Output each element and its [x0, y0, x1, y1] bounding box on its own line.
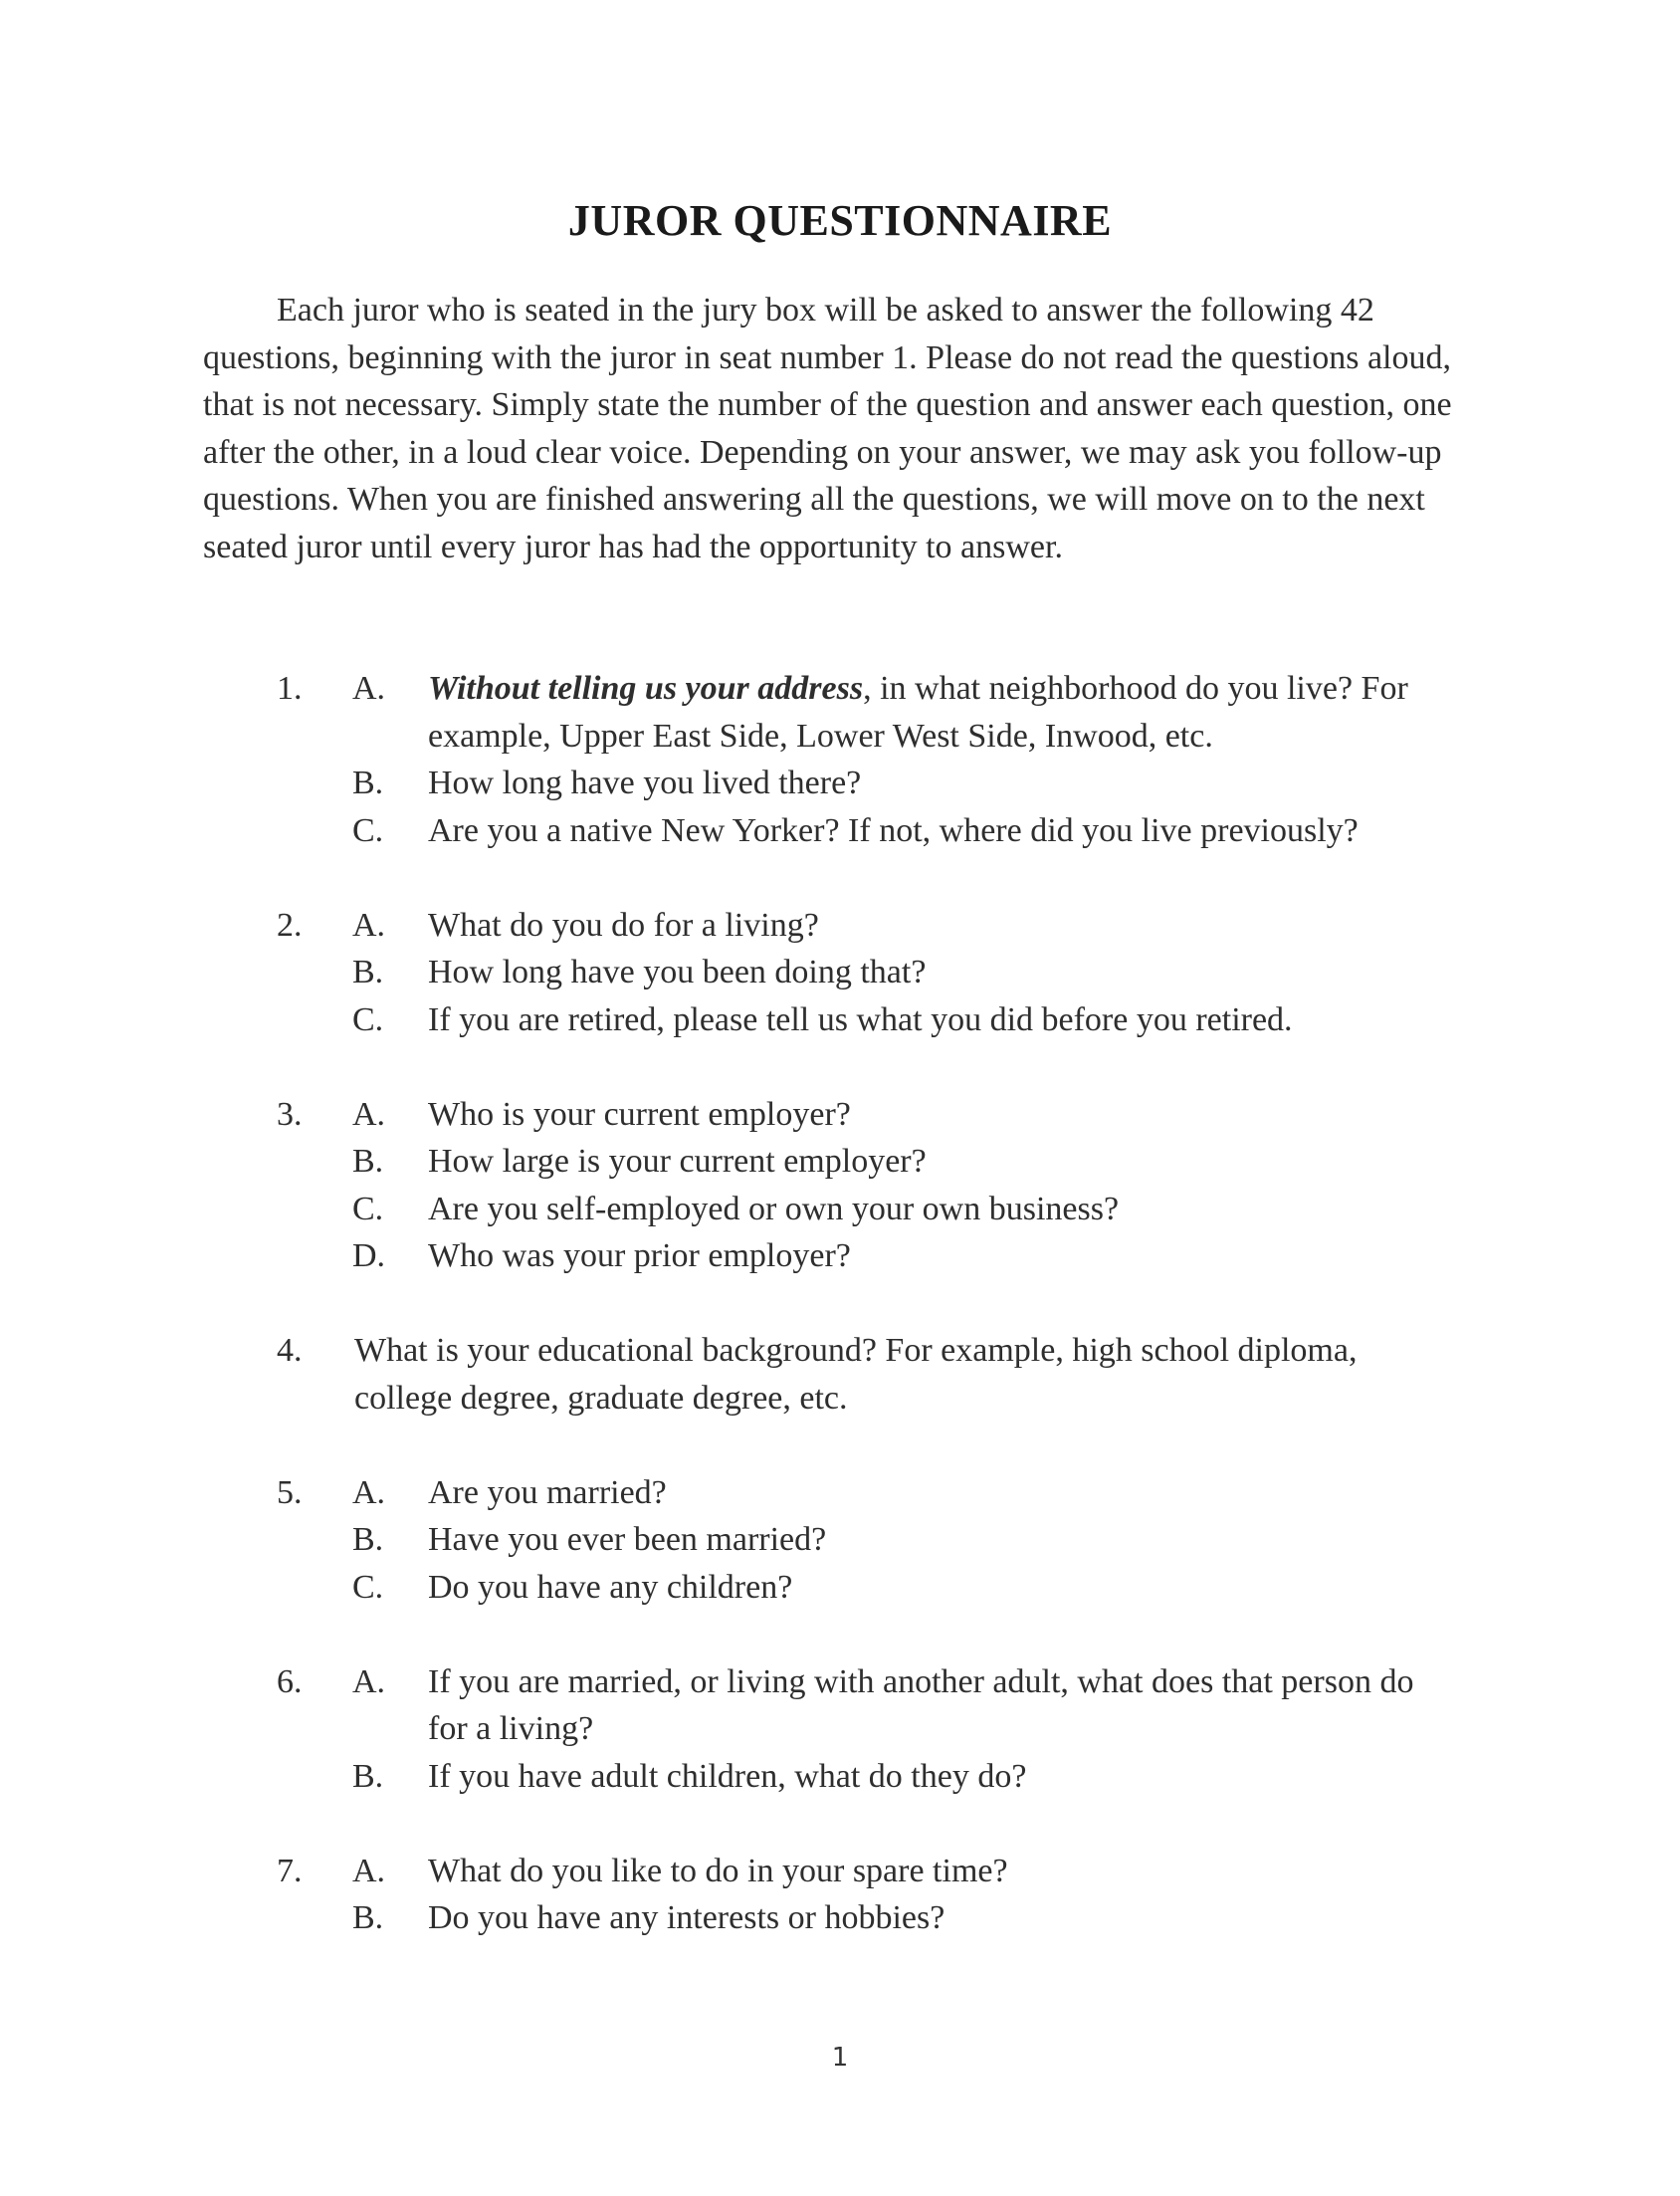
question-5	[0, 1469, 1680, 1612]
question-part	[0, 807, 1680, 855]
part-letter: A.	[352, 1095, 386, 1133]
question-part	[0, 1658, 1680, 1753]
question-1	[0, 665, 1680, 854]
question-part	[0, 902, 1680, 950]
part-letter: C.	[352, 1568, 384, 1606]
intro-paragraph: Each juror who is seated in the jury box will be asked to answer the following 42 questions, beginning with the juror in seat number 1. Please do not read the questions aloud, that is not necessary. Simply state the number of the question and answer each question, one after the other, in a loud clear voice. Depending on your answer, we may ask you follow-up questions. When you are finished answering all the questions, we will move on to the next seated juror until every juror has had the opportunity to answer.	[203, 292, 1452, 565]
emphasized-text: Without telling us your address	[428, 670, 864, 707]
part-text: Have you ever been married?	[428, 1521, 827, 1558]
part-text: How long have you lived there?	[428, 765, 862, 801]
part-letter: D.	[352, 1237, 386, 1274]
question-part	[0, 1186, 1680, 1233]
part-letter: B.	[352, 765, 384, 801]
part-letter: A.	[352, 906, 386, 944]
question-part	[0, 1894, 1680, 1942]
question-text: What is your educational background? For example, high school diploma, college degree, graduate degree, etc.	[354, 1332, 1358, 1417]
question-number: 2.	[277, 906, 303, 944]
part-text: Are you a native New Yorker? If not, where did you live previously?	[428, 811, 1359, 849]
part-text: What do you do for a living?	[428, 906, 819, 944]
question-number: 4.	[277, 1332, 303, 1369]
question-3	[0, 1091, 1680, 1280]
question-number: 3.	[277, 1095, 303, 1133]
question-6	[0, 1658, 1680, 1801]
part-text: How large is your current employer?	[428, 1143, 927, 1180]
question-part	[0, 1091, 1680, 1139]
part-text: If you have adult children, what do they do?	[428, 1757, 1027, 1795]
part-text: Are you self-employed or own your own business?	[428, 1190, 1120, 1227]
question-part	[0, 1516, 1680, 1564]
question-list	[0, 665, 1680, 1989]
part-text: Are you married?	[428, 1473, 667, 1511]
question-number: 6.	[277, 1662, 303, 1700]
part-letter: C.	[352, 1000, 384, 1038]
page-title: JUROR QUESTIONNAIRE	[567, 196, 1113, 245]
question-number: 7.	[277, 1852, 303, 1889]
part-text: Do you have any children?	[428, 1568, 793, 1606]
part-text	[428, 665, 1503, 760]
question-7	[0, 1848, 1680, 1942]
part-text: If you are married, or living with another adult, what does that person do for a living?	[428, 1662, 1414, 1747]
part-letter: C.	[352, 1190, 384, 1227]
question-2	[0, 902, 1680, 1044]
part-letter: B.	[352, 1521, 384, 1558]
part-letter: A.	[352, 1662, 386, 1700]
part-letter: B.	[352, 1143, 384, 1180]
part-text: Do you have any interests or hobbies?	[428, 1899, 945, 1936]
question-part	[0, 996, 1680, 1044]
question-part	[0, 1232, 1680, 1280]
question-part	[0, 1138, 1680, 1186]
question-part	[0, 1564, 1680, 1612]
part-letter: B.	[352, 954, 384, 990]
question-4	[0, 1327, 1680, 1422]
question-part	[0, 665, 1680, 760]
question-number: 5.	[277, 1473, 303, 1511]
part-text: How long have you been doing that?	[428, 954, 927, 990]
part-text: What do you like to do in your spare time?	[428, 1852, 1008, 1889]
part-letter: B.	[352, 1757, 384, 1795]
part-text-rest: , in what neighborhood do you live? For example, Upper East Side, Lower West Side, Inwood, etc.	[428, 670, 1408, 755]
question-part	[0, 949, 1680, 996]
part-letter: A.	[352, 1852, 386, 1889]
page-number: 1	[831, 2043, 849, 2073]
part-letter: A.	[352, 1473, 386, 1511]
part-letter: C.	[352, 811, 384, 849]
question-part	[0, 760, 1680, 807]
part-letter: B.	[352, 1899, 384, 1936]
question-part	[0, 1848, 1680, 1895]
part-letter: A.	[352, 670, 386, 707]
question-number: 1.	[277, 670, 303, 707]
question-part	[0, 1753, 1680, 1801]
part-text: Who was your prior employer?	[428, 1237, 851, 1274]
question-part	[0, 1469, 1680, 1517]
part-text: If you are retired, please tell us what you did before you retired.	[428, 1000, 1293, 1038]
question-part	[0, 1327, 1680, 1422]
part-text: Who is your current employer?	[428, 1095, 851, 1133]
